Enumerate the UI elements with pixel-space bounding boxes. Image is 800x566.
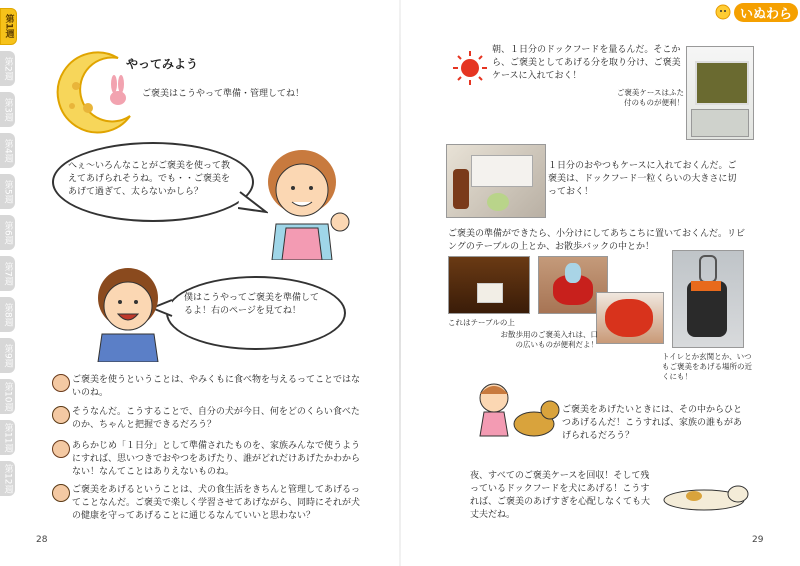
photo-red-bag [596, 292, 664, 344]
tab-week-9[interactable]: 第9週 [0, 338, 15, 373]
tab-week-10[interactable]: 第10週 [0, 379, 15, 414]
step-night-text: 夜、すべてのご褒美ケースを回収！そして残っているドックフードを犬にあげる！こうすれば、ご褒美のあげすぎを心配しなくても大丈夫だね。 [470, 471, 651, 520]
sleeping-dog-illustration [658, 478, 750, 512]
week-tabs [0, 8, 15, 502]
tab-week-11[interactable]: 第11週 [0, 420, 15, 455]
tab-week-7[interactable]: 第7週 [0, 256, 15, 291]
section-subheading: ご褒美はこうやって準備・管理してね！ [142, 89, 305, 99]
tab-week-8[interactable]: 第8週 [0, 297, 15, 332]
tab-week-5[interactable]: 第5週 [0, 174, 15, 209]
page-spine [399, 0, 401, 566]
tab-week-6[interactable]: 第6週 [0, 215, 15, 250]
boy-character [96, 264, 162, 362]
dialog-paragraph-3: あらかじめ「１日分」として準備されたものを、家族みんなで使うようにすれば、思いつきでおやつをあげたり、誰がどれだけあげたかわからない！なんてことはありえないものね。 [72, 441, 361, 477]
dialog-paragraph-2: そうなんだ。こうすることで、自分の犬が今日、何をどのくらい食べたのか、ちゃんと把握できるだろう？ [72, 407, 360, 430]
step-morning-text: 朝、１日分のドックフードを量るんだ。そこから、ご褒美としてあげる分を取り分け、ご褒美ケースに入れておく！ [492, 45, 681, 81]
step-snack-text: １日分のおやつもケースに入れておくんだ。ご褒美は、ドックフード一粒くらいの大きさに切っておく！ [548, 161, 737, 197]
avatar-girl-2 [52, 440, 70, 458]
step-give-text: ご褒美をあげたいときには、その中からひとつあげるんだ！こうすれば、家族の誰もがあげられるだろう？ [562, 405, 743, 441]
sun-face-icon [714, 3, 732, 21]
tab-week-4[interactable]: 第4週 [0, 133, 15, 168]
caption-hanging-pouch: トイレとか玄関とか、いつもご褒美をあげる場所の近くにも！ [662, 352, 752, 381]
avatar-boy-2 [52, 484, 70, 502]
photo-snack-case [446, 144, 546, 218]
photo-table [448, 256, 530, 314]
tab-week-2[interactable]: 第2週 [0, 51, 15, 86]
dialog-paragraph-1: ご褒美を使うということは、やみくもに食べ物を与えるってことではないのね。 [72, 375, 361, 398]
section-heading: やってみよう [126, 57, 199, 71]
sun-icon [452, 50, 488, 86]
step-distribute-text: ご褒美の準備ができたら、小分けにしてあちこちに置いておくんだ。リビングのテーブルの上とか、お散歩バックの中とか！ [448, 229, 746, 252]
girl-character [262, 144, 354, 260]
moon-rabbit-illustration [48, 46, 138, 136]
caption-walk-pouch: お散歩用のご褒美入れは、口の広いものが便利だよ！ [500, 330, 598, 349]
tab-week-12[interactable]: 第12週 [0, 461, 15, 496]
page-number-right: 29 [752, 535, 764, 545]
tab-week-1[interactable]: 第1週 [0, 8, 17, 45]
girl-and-dog-illustration [470, 378, 562, 448]
tab-week-3[interactable]: 第3週 [0, 92, 15, 127]
avatar-boy [52, 406, 70, 424]
photo-hanging-pouch [672, 250, 744, 348]
photo-scale-case [686, 46, 754, 140]
bubble-2-text: 僕はこうやってご褒美を準備してるよ！右のページを見てね！ [184, 293, 320, 316]
logo-text: いぬわら [734, 3, 798, 22]
caption-case: ご褒美ケースはふた付のものが便利！ [616, 88, 684, 107]
logo [714, 2, 798, 22]
dialog-paragraph-4: ご褒美をあげるということは、犬の食生活をきちんと管理してあげるってことなんだ。ご褒美で楽しく学習させてあげながら、同時にそれが犬の健康を守ってあげることに通じるなんていいと思わない？ [72, 485, 361, 521]
avatar-girl [52, 374, 70, 392]
page-number-left: 28 [36, 535, 48, 545]
caption-table: これはテーブルの上 [448, 318, 515, 327]
bubble-1-text: へぇ～いろんなことがご褒美を使って教えてあげられそうね。でも・・ご褒美をあげて過ぎて、太らないかしら？ [68, 161, 231, 197]
